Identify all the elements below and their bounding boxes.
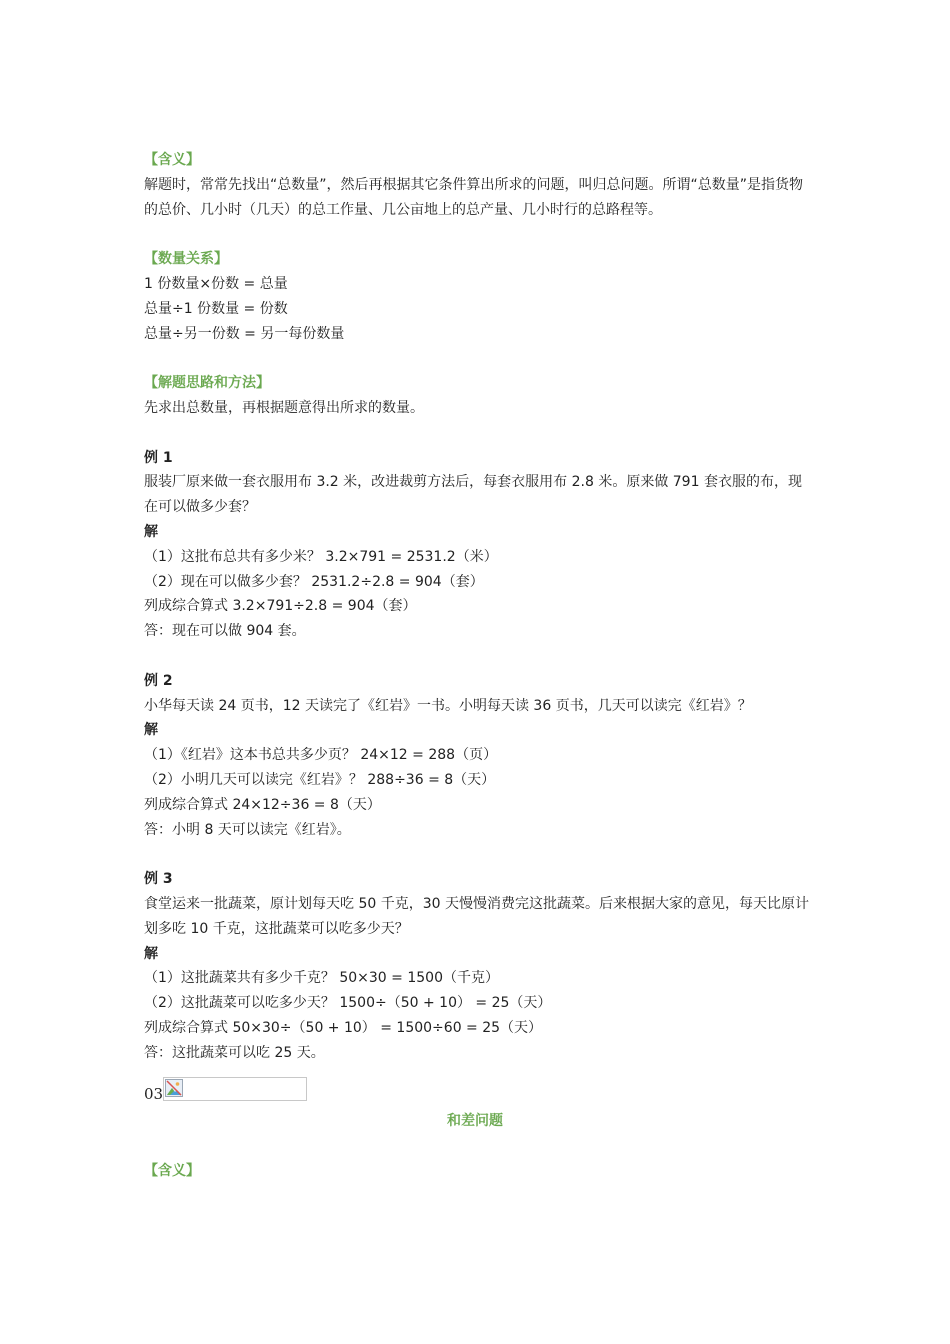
relation-line: 1 份数量×份数 = 总量 — [144, 275, 288, 292]
spacer — [144, 842, 810, 867]
section-title: 和差问题 — [447, 1113, 503, 1130]
example-title: 例 2 — [144, 672, 173, 689]
solution-label: 解 — [144, 722, 158, 739]
meaning-heading: 【含义】 — [144, 1163, 200, 1180]
answer-text: 答：这批蔬菜可以吃 25 天。 — [144, 1044, 325, 1061]
spacer — [144, 222, 810, 247]
relation-line: 总量÷另一份数 = 另一每份数量 — [144, 325, 345, 342]
solution-label: 解 — [144, 945, 158, 962]
solution-label: 解 — [144, 523, 158, 540]
example-title: 例 3 — [144, 871, 173, 888]
example-question: 小华每天读 24 页书，12 天读完了《红岩》一书。小明每天读 36 页书，几天可以读完《红岩》？ — [144, 697, 752, 714]
example-question: 服装厂原来做一套衣服用布 3.2 米，改进裁剪方法后，每套衣服用布 2.8 米。原来做 791 套衣服的布，现在可以做多少套？ — [144, 474, 802, 516]
combined-formula: 列成综合算式 24×12÷36 = 8（天） — [144, 796, 381, 813]
solution-step: （2）这批蔬菜可以吃多少天？ 1500÷（50 + 10） = 25（天） — [144, 995, 552, 1012]
example-question: 食堂运来一批蔬菜，原计划每天吃 50 千克，30 天慢慢消费完这批蔬菜。后来根据大家的意见，每天比原计划多吃 10 千克，这批蔬菜可以吃多少天？ — [144, 895, 809, 937]
document-page — [144, 148, 810, 1184]
section-number: 03 — [144, 1085, 164, 1104]
broken-image-icon — [163, 1077, 307, 1101]
answer-text: 答：现在可以做 904 套。 — [144, 623, 306, 640]
combined-formula: 列成综合算式 50×30÷（50 + 10） = 1500÷60 = 25（天） — [144, 1019, 543, 1036]
spacer — [144, 421, 810, 446]
relation-heading: 【数量关系】 — [144, 251, 228, 268]
method-text: 先求出总数量，再根据题意得出所求的数量。 — [144, 399, 424, 416]
answer-text: 答：小明 8 天可以读完《红岩》。 — [144, 821, 351, 838]
solution-step: （2）现在可以做多少套？ 2531.2÷2.8 = 904（套） — [144, 573, 484, 590]
spacer — [144, 346, 810, 371]
solution-step: （2）小明几天可以读完《红岩》？ 288÷36 = 8（天） — [144, 771, 496, 788]
solution-step: （1）这批布总共有多少米？ 3.2×791 = 2531.2（米） — [144, 548, 498, 565]
relation-line: 总量÷1 份数量 = 份数 — [144, 300, 288, 317]
solution-step: （1）这批蔬菜共有多少千克？ 50×30 = 1500（千克） — [144, 970, 499, 987]
method-heading: 【解题思路和方法】 — [144, 375, 270, 392]
solution-step: （1）《红岩》这本书总共多少页？ 24×12 = 288（页） — [144, 747, 498, 764]
meaning-heading: 【含义】 — [144, 152, 200, 168]
combined-formula: 列成综合算式 3.2×791÷2.8 = 904（套） — [144, 598, 417, 615]
spacer — [144, 1134, 810, 1159]
section-number-row — [144, 1075, 810, 1103]
spacer — [144, 644, 810, 669]
example-title: 例 1 — [144, 449, 173, 466]
meaning-text: 解题时，常常先找出“总数量”，然后再根据其它条件算出所求的问题，叫归总问题。所谓“总数量”是指货物的总价、几小时（几天）的总工作量、几公亩地上的总产量、几小时行的总路程等。 — [144, 176, 804, 218]
